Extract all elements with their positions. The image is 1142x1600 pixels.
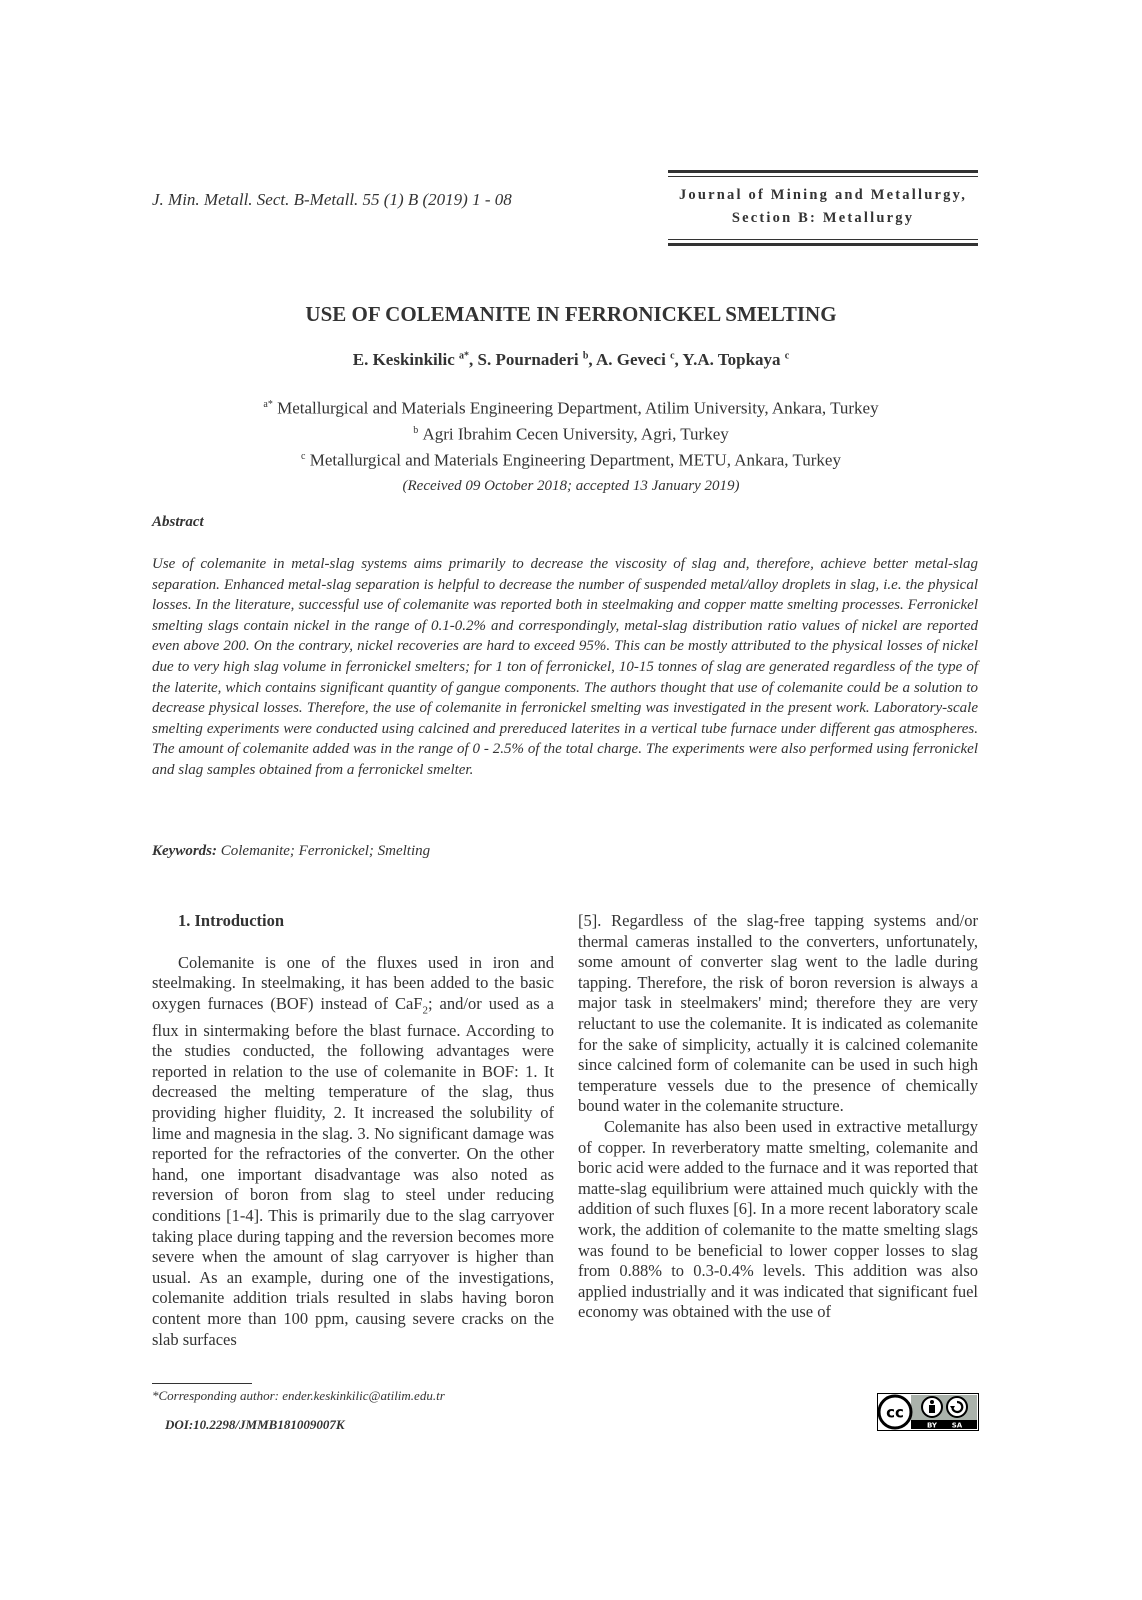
author-name: A. Geveci (595, 350, 666, 369)
paragraph (152, 953, 554, 1351)
author-sup: c (784, 350, 790, 362)
affiliation-list (0, 394, 1142, 472)
author-sup: c (670, 350, 675, 362)
affiliation-sup: b (413, 425, 419, 437)
journal-name-box (668, 170, 978, 246)
abstract-heading: Abstract (152, 514, 204, 530)
doi: DOI:10.2298/JMMB181009007K (165, 1417, 345, 1432)
affiliation (0, 446, 1142, 472)
license-sa-text: SA (951, 1421, 963, 1430)
affiliation (0, 420, 1142, 446)
affiliation-text: Metallurgical and Materials Engineering Department, METU, Ankara, Turkey (309, 450, 841, 470)
affiliation-text: Agri Ibrahim Cecen University, Agri, Turkey (422, 424, 729, 444)
author-name: S. Pournaderi (477, 350, 579, 369)
keywords-text: Colemanite; Ferronickel; Smelting (220, 843, 431, 859)
corresponding-author-footnote: *Corresponding author: ender.keskinkilic@atilim.edu.tr (152, 1388, 445, 1403)
paragraph-text: Colemanite is one of the fluxes used in iron and steelmaking. In steelmaking, it has been added to the basic oxygen furnaces (BOF) instead of CaF (152, 952, 554, 1013)
footnote-rule (152, 1383, 252, 1384)
journal-name (668, 177, 978, 239)
author-name: E. Keskinkilic (352, 350, 455, 369)
keywords-label: Keywords: (152, 843, 217, 859)
author-name: Y.A. Topkaya (682, 350, 781, 369)
affiliation-sup: c (301, 451, 306, 463)
journal-name-line1: Journal of Mining and Metallurgy, (678, 187, 968, 203)
author-sup: b (582, 350, 589, 362)
cc-license-badge (877, 1393, 979, 1436)
affiliation (0, 394, 1142, 420)
paragraph: Colemanite has also been used in extractive metallurgy of copper. In reverberatory matte smelting, colemanite and boric acid were added to the furnace and it was reported that matte-slag equilibrium were attained much quickly with the addition of such fluxes [6]. In a more recent laboratory scale work, the addition of colemanite to the matte smelting slags was found to be beneficial to lower copper losses to slag from 0.88% to 0.3-0.4% levels. This addition was also applied industrially and it was indicated that significant fuel economy was obtained with the use of (578, 1116, 978, 1322)
keywords (152, 843, 430, 860)
journal-citation: J. Min. Metall. Sect. B-Metall. 55 (1) B (2019) 1 - 08 (152, 190, 512, 209)
cc-by-sa-icon (877, 1393, 979, 1431)
affiliation-sup: a* (263, 399, 273, 410)
author-list: E. Keskinkilic $^{a*}$, S. Pournaderi $^b$, A. Geveci $^c$, Y.A. Topkaya $^c$ (352, 350, 790, 369)
left-column (152, 911, 554, 1350)
section-heading: 1. Introduction (178, 911, 285, 930)
subscript: 2 (422, 1004, 428, 1017)
svg-text:cc: cc (886, 1403, 904, 1422)
abstract-text: Use of colemanite in metal-slag systems aims primarily to decrease the viscosity of slag and, therefore, achieve better metal-slag separation. Enhanced metal-slag separation is helpful to decrease the number of suspended metal/alloy droplets in slag, i.e. the physical losses. In the literature, successful use of colemanite was reported both in steelmaking and copper matte smelting processes. Ferronickel smelting slags contain nickel in the range of 0.1-0.2% and correspondingly, metal-slag distribution ratio values of nickel are reported even above 200. On the contrary, nickel recoveries are hard to exceed 95%. This can be mostly attributed to the physical losses of nickel due to very high slag volume in ferronickel smelters; for 1 ton of ferronickel, 10-15 tonnes of slag are generated regardless of the type of the laterite, which contains significant quantity of gangue components. The authors thought that use of colemanite could be a solution to decrease physical losses. Therefore, the use of colemanite in ferronickel smelting was investigated in the present work. Laboratory-scale smelting experiments were conducted using calcined and prereduced laterites in a vertical tube furnace under different gas atmospheres. The amount of colemanite added was in the range of 0 - 2.5% of the total charge. The experiments were also performed using ferronickel and slag samples obtained from a ferronickel smelter. (152, 556, 978, 778)
paper-title: USE OF COLEMANITE IN FERRONICKEL SMELTING (305, 302, 837, 326)
author-sup: a* (459, 350, 470, 362)
bottom-rule (668, 243, 978, 246)
affiliation-text: Metallurgical and Materials Engineering Department, Atilim University, Ankara, Turkey (277, 398, 879, 418)
journal-name-line2: Section B: Metallurgy (731, 210, 915, 226)
license-by-text: BY (926, 1421, 938, 1430)
paragraph: [5]. Regardless of the slag-free tapping systems and/or thermal cameras installed to the converters, unfortunately, some amount of converter slag went to the ladle during tapping. Therefore, the risk of boron reversion is always a major task in steelmakers' mind; therefore they are very reluctant to use the colemanite. It is indicated as colemanite for the sake of simplicity, actually it is calcined colemanite since calcined form of colemanite can be used in such high temperature vessels due to the presence of chemically bound water in the colemanite structure. (578, 911, 978, 1116)
paragraph-text: ; and/or used as a flux in sintermaking before the blast furnace. According to the studies conducted, the following advantages were reported in relation to the use of colemanite in BOF: 1. It decreased the melting temperature of the slag, thus providing higher fluidity, 2. It increased the solubility of lime and magnesia in the slag. 3. No significant damage was reported for the refractories of the converter. On the other hand, one important disadvantage was also noted as reversion of boron from slag to steel under reducing conditions [1-4]. This is primarily due to the slag carryover taking place during tapping and the reversion becomes more severe when the amount of slag carryover is higher than usual. As an example, during one of the investigations, colemanite addition trials resulted in slabs having boron content more than 100 ppm, causing severe cracks on the slab surfaces (152, 993, 554, 1349)
top-rule (668, 170, 978, 173)
bottom-rule-thin (668, 239, 978, 240)
received-dates: (Received 09 October 2018; accepted 13 January 2019) (402, 478, 740, 494)
right-column (578, 911, 978, 1323)
